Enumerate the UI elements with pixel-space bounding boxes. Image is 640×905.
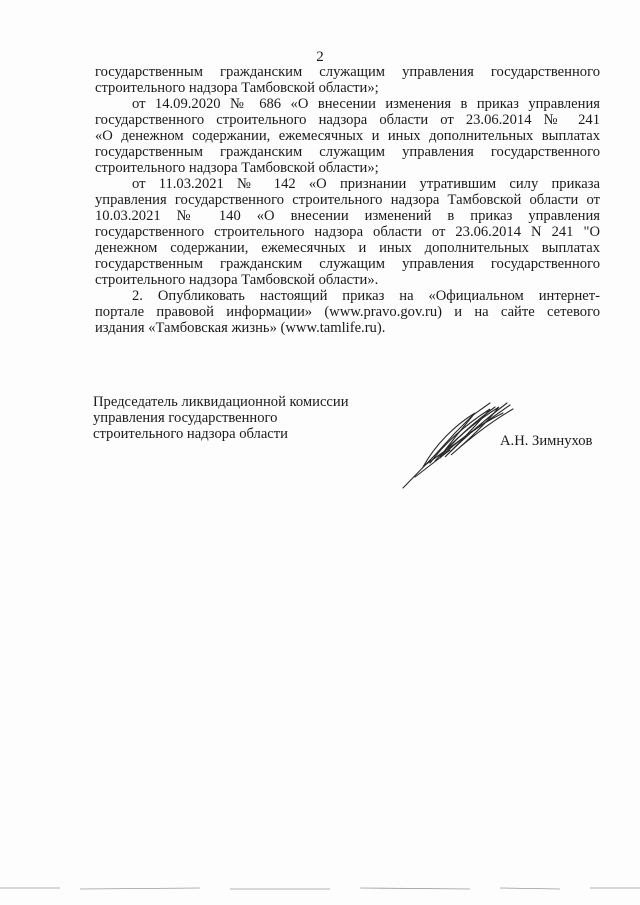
paragraph bbox=[95, 288, 600, 336]
text-line: строительного надзора Тамбовской области». bbox=[95, 272, 379, 288]
paragraph bbox=[95, 176, 600, 288]
text-line: государственным гражданским служащим управления государственного bbox=[95, 64, 600, 80]
signatory-position-line: Председатель ликвидационной комиссии bbox=[93, 394, 349, 410]
document-body bbox=[95, 64, 600, 336]
text-line: управления государственного строительного надзора Тамбовской области от bbox=[95, 192, 600, 208]
scan-edge-line bbox=[0, 884, 640, 892]
signature-position-block bbox=[93, 394, 393, 442]
paragraph bbox=[95, 64, 600, 96]
text-line: от 11.03.2021 № 142 «О признании утратившим силу приказа bbox=[132, 176, 600, 192]
text-line: государственного строительного надзора области от 23.06.2014 № 241 bbox=[95, 112, 600, 128]
text-line: 2. Опубликовать настоящий приказ на «Официальном интернет- bbox=[132, 288, 600, 304]
paragraph bbox=[95, 96, 600, 176]
text-line: от 14.09.2020 № 686 «О внесении изменения в приказ управления bbox=[132, 96, 600, 112]
text-line: строительного надзора Тамбовской области»; bbox=[95, 160, 379, 176]
text-line: издания «Тамбовская жизнь» (www.tamlife.ru). bbox=[95, 320, 386, 336]
signatory-position-line: строительного надзора области bbox=[93, 426, 288, 442]
text-line: государственным гражданским служащим управления государственного bbox=[95, 256, 600, 272]
text-line: строительного надзора Тамбовской области»; bbox=[95, 80, 379, 96]
page-number: 2 bbox=[316, 49, 324, 65]
text-line: государственным гражданским служащим управления государственного bbox=[95, 144, 600, 160]
text-line: 10.03.2021 № 140 «О внесении изменений в приказ управления bbox=[95, 208, 600, 224]
text-line: государственного строительного надзора области от 23.06.2014 N 241 "О bbox=[95, 224, 600, 240]
text-line: портале правовой информации» (www.pravo.gov.ru) и на сайте сетевого bbox=[95, 304, 600, 320]
text-line: денежном содержании, ежемесячных и иных дополнительных выплатах bbox=[95, 240, 600, 256]
signer-name: А.Н. Зимнухов bbox=[500, 433, 593, 449]
signatory-position-line: управления государственного bbox=[93, 410, 278, 426]
text-line: «О денежном содержании, ежемесячных и иных дополнительных выплатах bbox=[95, 128, 600, 144]
